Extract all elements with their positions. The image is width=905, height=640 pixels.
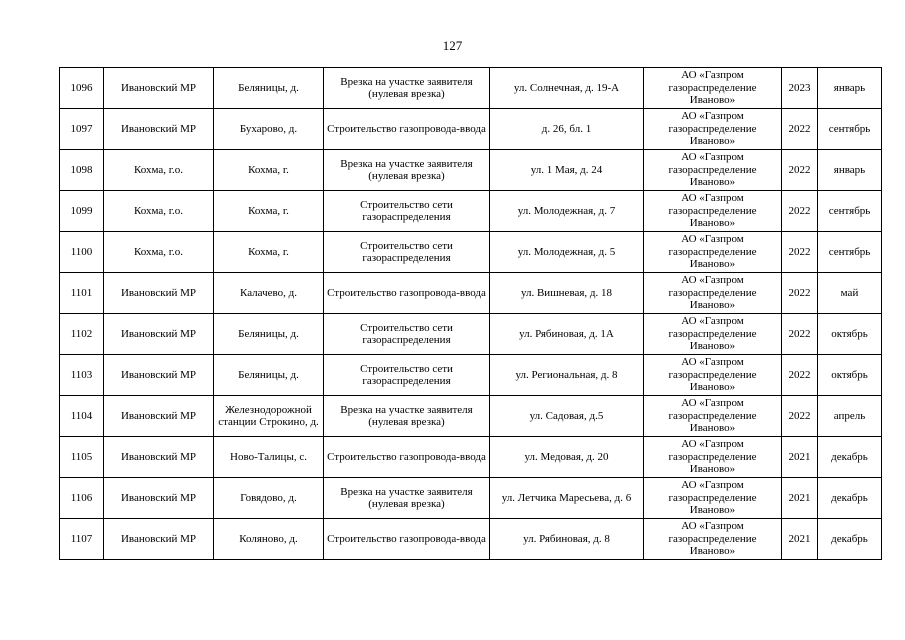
table-row (60, 437, 882, 478)
row-number: 1106 (60, 478, 104, 519)
address-cell: ул. Вишневая, д. 18 (490, 273, 644, 314)
table-row (60, 273, 882, 314)
table-row (60, 478, 882, 519)
month-cell: октябрь (818, 314, 882, 355)
district-cell: Ивановский МР (104, 314, 214, 355)
district-cell: Кохма, г.о. (104, 150, 214, 191)
table-row (60, 355, 882, 396)
district-cell: Ивановский МР (104, 396, 214, 437)
year-cell: 2022 (782, 150, 818, 191)
month-cell: апрель (818, 396, 882, 437)
address-cell: ул. Рябиновая, д. 1А (490, 314, 644, 355)
work-type-cell: Врезка на участке заявителя (нулевая врезка) (324, 478, 490, 519)
work-type-cell: Строительство газопровода-ввода (324, 109, 490, 150)
address-cell: ул. Молодежная, д. 5 (490, 232, 644, 273)
year-cell: 2023 (782, 68, 818, 109)
district-cell: Ивановский МР (104, 68, 214, 109)
organization-cell: АО «Газпром газораспределение Иваново» (644, 355, 782, 396)
locality-cell: Бухарово, д. (214, 109, 324, 150)
address-cell: ул. 1 Мая, д. 24 (490, 150, 644, 191)
month-cell: сентябрь (818, 232, 882, 273)
row-number: 1103 (60, 355, 104, 396)
work-type-cell: Строительство сети газораспределения (324, 232, 490, 273)
month-cell: сентябрь (818, 109, 882, 150)
work-type-cell: Строительство сети газораспределения (324, 191, 490, 232)
organization-cell: АО «Газпром газораспределение Иваново» (644, 437, 782, 478)
district-cell: Ивановский МР (104, 437, 214, 478)
year-cell: 2022 (782, 273, 818, 314)
address-cell: д. 26, бл. 1 (490, 109, 644, 150)
address-cell: ул. Солнечная, д. 19-А (490, 68, 644, 109)
address-cell: ул. Молодежная, д. 7 (490, 191, 644, 232)
district-cell: Ивановский МР (104, 109, 214, 150)
address-cell: ул. Региональная, д. 8 (490, 355, 644, 396)
month-cell: сентябрь (818, 191, 882, 232)
month-cell: январь (818, 150, 882, 191)
organization-cell: АО «Газпром газораспределение Иваново» (644, 232, 782, 273)
year-cell: 2022 (782, 191, 818, 232)
organization-cell: АО «Газпром газораспределение Иваново» (644, 191, 782, 232)
organization-cell: АО «Газпром газораспределение Иваново» (644, 519, 782, 560)
locality-cell: Говядово, д. (214, 478, 324, 519)
locality-cell: Беляницы, д. (214, 68, 324, 109)
row-number: 1101 (60, 273, 104, 314)
district-cell: Ивановский МР (104, 519, 214, 560)
row-number: 1098 (60, 150, 104, 191)
year-cell: 2021 (782, 519, 818, 560)
table-row (60, 314, 882, 355)
year-cell: 2021 (782, 478, 818, 519)
address-cell: ул. Рябиновая, д. 8 (490, 519, 644, 560)
work-type-cell: Врезка на участке заявителя (нулевая врезка) (324, 396, 490, 437)
year-cell: 2022 (782, 232, 818, 273)
month-cell: январь (818, 68, 882, 109)
month-cell: октябрь (818, 355, 882, 396)
month-cell: декабрь (818, 478, 882, 519)
organization-cell: АО «Газпром газораспределение Иваново» (644, 273, 782, 314)
address-cell: ул. Медовая, д. 20 (490, 437, 644, 478)
row-number: 1102 (60, 314, 104, 355)
month-cell: декабрь (818, 437, 882, 478)
locality-cell: Ново-Талицы, с. (214, 437, 324, 478)
locality-cell: Железнодорожной станции Строкино, д. (214, 396, 324, 437)
work-type-cell: Строительство сети газораспределения (324, 314, 490, 355)
work-type-cell: Строительство сети газораспределения (324, 355, 490, 396)
year-cell: 2022 (782, 355, 818, 396)
month-cell: май (818, 273, 882, 314)
table-row (60, 68, 882, 109)
table-row (60, 191, 882, 232)
work-type-cell: Врезка на участке заявителя (нулевая врезка) (324, 68, 490, 109)
row-number: 1107 (60, 519, 104, 560)
district-cell: Ивановский МР (104, 273, 214, 314)
district-cell: Кохма, г.о. (104, 232, 214, 273)
month-cell: декабрь (818, 519, 882, 560)
organization-cell: АО «Газпром газораспределение Иваново» (644, 478, 782, 519)
year-cell: 2021 (782, 437, 818, 478)
row-number: 1096 (60, 68, 104, 109)
year-cell: 2022 (782, 109, 818, 150)
row-number: 1105 (60, 437, 104, 478)
address-cell: ул. Садовая, д.5 (490, 396, 644, 437)
table-row (60, 519, 882, 560)
locality-cell: Кохма, г. (214, 150, 324, 191)
locality-cell: Беляницы, д. (214, 314, 324, 355)
locality-cell: Кохма, г. (214, 191, 324, 232)
address-cell: ул. Летчика Маресьева, д. 6 (490, 478, 644, 519)
district-cell: Ивановский МР (104, 478, 214, 519)
organization-cell: АО «Газпром газораспределение Иваново» (644, 396, 782, 437)
locality-cell: Коляново, д. (214, 519, 324, 560)
organization-cell: АО «Газпром газораспределение Иваново» (644, 109, 782, 150)
table-body (60, 68, 882, 560)
district-cell: Кохма, г.о. (104, 191, 214, 232)
organization-cell: АО «Газпром газораспределение Иваново» (644, 68, 782, 109)
row-number: 1097 (60, 109, 104, 150)
year-cell: 2022 (782, 396, 818, 437)
gas-connection-table (59, 67, 882, 560)
row-number: 1104 (60, 396, 104, 437)
organization-cell: АО «Газпром газораспределение Иваново» (644, 314, 782, 355)
work-type-cell: Врезка на участке заявителя (нулевая врезка) (324, 150, 490, 191)
row-number: 1099 (60, 191, 104, 232)
page-number: 127 (442, 38, 463, 53)
work-type-cell: Строительство газопровода-ввода (324, 437, 490, 478)
year-cell: 2022 (782, 314, 818, 355)
row-number: 1100 (60, 232, 104, 273)
table-row (60, 232, 882, 273)
organization-cell: АО «Газпром газораспределение Иваново» (644, 150, 782, 191)
district-cell: Ивановский МР (104, 355, 214, 396)
locality-cell: Калачево, д. (214, 273, 324, 314)
table-row (60, 109, 882, 150)
table-row (60, 396, 882, 437)
table-row (60, 150, 882, 191)
locality-cell: Кохма, г. (214, 232, 324, 273)
locality-cell: Беляницы, д. (214, 355, 324, 396)
work-type-cell: Строительство газопровода-ввода (324, 519, 490, 560)
work-type-cell: Строительство газопровода-ввода (324, 273, 490, 314)
